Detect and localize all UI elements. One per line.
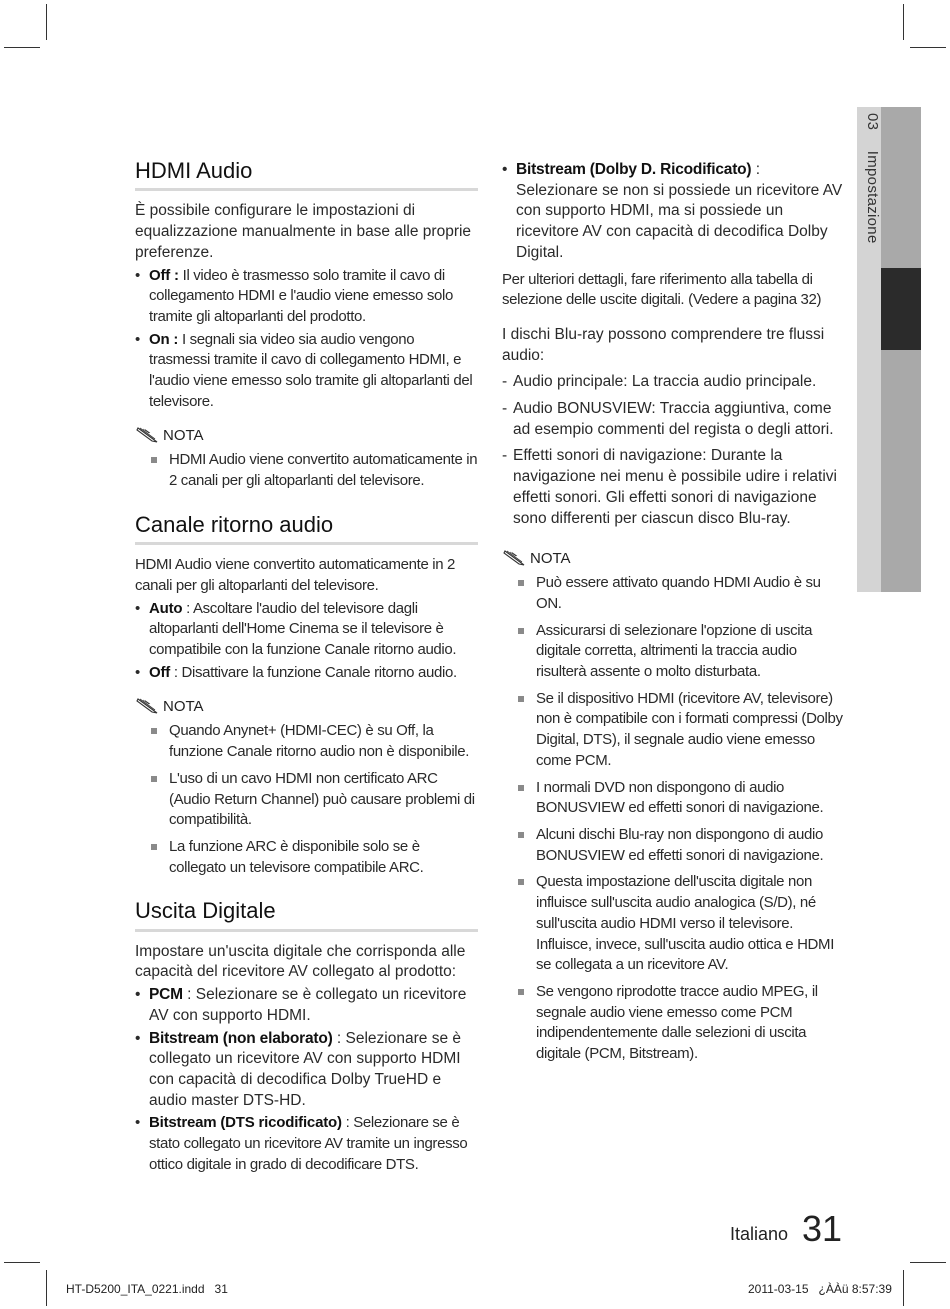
section-title: HDMI Audio <box>135 158 478 191</box>
crop-mark <box>910 47 946 48</box>
page-number: 31 <box>802 1208 843 1249</box>
option-list <box>135 1113 478 1175</box>
note-item: Questa impostazione dell'uscita digitale non influisce sull'uscita audio analogica (S/D), né sull'uscita audio HDMI verso il televisore. Influisce, invece, sull'uscita audio ottica e HDMI se collegata a un ricevitore AV. <box>502 872 845 976</box>
section-intro: HDMI Audio viene convertito automaticamente in 2 canali per gli altoparlanti del televisore. <box>135 556 456 594</box>
note-list <box>135 721 478 878</box>
note-item: Può essere attivato quando HDMI Audio è su ON. <box>502 573 845 614</box>
option-list <box>135 266 478 413</box>
option-item: • Bitstream (DTS ricodificato) : Selezionare se è stato collegato un ricevitore AV tramite un ingresso ottico digitale in grado di decodificare DTS. <box>135 1113 478 1175</box>
bluray-intro: I dischi Blu-ray possono comprendere tre flussi audio: <box>502 325 825 364</box>
crop-mark <box>4 1262 40 1263</box>
crop-mark <box>903 1270 904 1306</box>
slug-timestamp: 2011-03-15 ¿ÀÀü 8:57:39 <box>748 1282 892 1296</box>
section-intro: È possibile configurare le impostazioni di equalizzazione manualmente in base alle proprie preferenze. <box>135 202 472 261</box>
right-column <box>502 160 845 1065</box>
note-heading: NOTA <box>135 697 478 715</box>
stream-item: - Audio principale: La traccia audio principale. <box>502 372 845 393</box>
footer-language: Italiano <box>730 1224 789 1244</box>
note-list <box>135 450 478 491</box>
section-arc <box>135 512 478 879</box>
chapter-label <box>861 113 881 313</box>
chapter-number: 03 <box>864 113 881 131</box>
pencil-icon <box>135 697 161 715</box>
option-item: • Auto : Ascoltare l'audio del televisore dagli altoparlanti dell'Home Cinema se il televisore è compatibile con la funzione Canale ritorno audio. <box>135 599 478 661</box>
note-item: I normali DVD non dispongono di audio BONUSVIEW ed effetti sonori di navigazione. <box>502 778 845 819</box>
crop-mark <box>4 47 40 48</box>
left-column <box>135 158 478 1175</box>
chapter-title: Impostazione <box>864 150 881 244</box>
pencil-icon <box>502 549 528 567</box>
option-item: • Bitstream (non elaborato) : Selezionare se è collegato un ricevitore AV con supporto HDMI con capacità di decodifica Dolby TrueHD e audio master DTS-HD. <box>135 1029 478 1112</box>
section-digital-out <box>135 898 478 1175</box>
pencil-icon <box>135 426 161 444</box>
crop-mark <box>903 4 904 40</box>
option-item: • Off : Il video è trasmesso solo tramite il cavo di collegamento HDMI e l'audio viene emesso solo tramite gli altoparlanti del prodotto. <box>135 266 478 328</box>
note-list <box>502 573 845 1064</box>
crop-mark <box>46 4 47 40</box>
note-item: Se il dispositivo HDMI (ricevitore AV, televisore) non è compatibile con i formati compressi (Dolby Digital, DTS), il segnale audio viene emesso come PCM. <box>502 689 845 772</box>
section-title: Canale ritorno audio <box>135 512 478 545</box>
note-item: La funzione ARC è disponibile solo se è collegato un televisore compatibile ARC. <box>135 837 478 878</box>
note-item: L'uso di un cavo HDMI non certificato ARC (Audio Return Channel) può causare problemi di compatibilità. <box>135 769 478 831</box>
note-item: Alcuni dischi Blu-ray non dispongono di audio BONUSVIEW ed effetti sonori di navigazione. <box>502 825 845 866</box>
stream-item: - Effetti sonori di navigazione: Durante la navigazione nei menu è possibile udire i relativi effetti sonori. Gli effetti sonori di navigazione sono differenti per ciascun disco Blu-ray. <box>502 446 845 529</box>
option-list <box>135 599 478 684</box>
stream-list <box>502 372 845 529</box>
option-item: • PCM : Selezionare se è collegato un ricevitore AV con supporto HDMI. <box>135 985 478 1026</box>
slug-file: HT-D5200_ITA_0221.indd 31 <box>66 1282 228 1296</box>
option-list <box>135 985 478 1111</box>
crop-mark <box>910 1262 946 1263</box>
option-item: • Bitstream (Dolby D. Ricodificato) : Selezionare se non si possiede un ricevitore AV con supporto HDMI, ma si possiede un ricevitore AV con capacità di decodifica Dolby Digital. <box>502 160 845 264</box>
crop-mark <box>46 1270 47 1306</box>
note-heading: NOTA <box>502 549 845 567</box>
stream-item: - Audio BONUSVIEW: Traccia aggiuntiva, come ad esempio commenti del regista o degli attori. <box>502 399 845 440</box>
section-hdmi-audio <box>135 158 478 492</box>
option-item: • Off : Disattivare la funzione Canale ritorno audio. <box>135 663 478 684</box>
section-intro: Impostare un'uscita digitale che corrisponda alle capacità del ricevitore AV collegato al prodotto: <box>135 942 466 981</box>
chapter-tab-marker <box>881 268 921 350</box>
note-item: Assicurarsi di selezionare l'opzione di uscita digitale corretta, altrimenti la traccia audio risulterà assente o molto disturbata. <box>502 621 845 683</box>
option-list <box>502 160 845 264</box>
option-item: • On : I segnali sia video sia audio vengono trasmessi tramite il cavo di collegamento HDMI, e l'audio viene emesso solo tramite gli altoparlanti del televisore. <box>135 330 478 413</box>
reference-text: Per ulteriori dettagli, fare riferimento alla tabella di selezione delle uscite digitali. (Vedere a pagina 32) <box>502 270 822 309</box>
note-heading: NOTA <box>135 426 478 444</box>
note-item: HDMI Audio viene convertito automaticamente in 2 canali per gli altoparlanti del televisore. <box>135 450 478 491</box>
section-title: Uscita Digitale <box>135 898 478 931</box>
note-item: Quando Anynet+ (HDMI-CEC) è su Off, la funzione Canale ritorno audio non è disponibile. <box>135 721 478 762</box>
note-item: Se vengono riprodotte tracce audio MPEG, il segnale audio viene emesso come PCM indipendentemente dalle selezioni di uscita digitale (PCM, Bitstream). <box>502 982 845 1065</box>
